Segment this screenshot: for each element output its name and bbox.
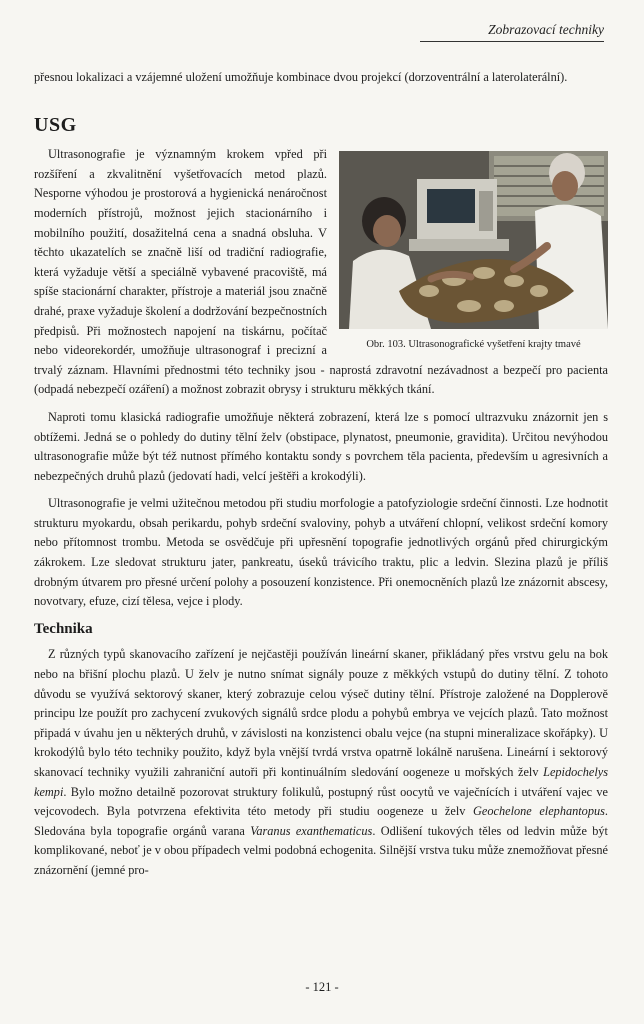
- intro-paragraph: přesnou lokalizaci a vzájemné uložení umožňuje kombinace dvou projekcí (dorzoventrální a laterolaterální).: [34, 70, 568, 84]
- usg-paragraph-2: Naproti tomu klasická radiografie umožňuje některá zobrazení, která lze s pomocí ultrazvuku znázornit jen s obtížemi. Jedná se o pohledy do dutiny tělní želv (obstipace, plynatost, pneumonie, gravidita). Určitou nevýhodou ultrasonografie může být též nutnost přímého kontaktu sondy s povrchem těla pacienta, především u agresivních a nebezpečných druhů plazů (jedovatí hadi, velcí ještěři a krokodýli).: [34, 409, 608, 483]
- ultrasound-photo: [339, 151, 608, 329]
- technika-text-c: . Sledována byla topografie orgánů varana: [34, 804, 608, 838]
- page-content: [34, 68, 608, 881]
- technika-text-d: . Odlišení tukových těles od ledvin může být komplikované, neboť je v obou případech velmi podobná echogenita. Silnější vrstva tuku může znemožňovat přesné znázornění (jemné pro-: [34, 823, 608, 877]
- usg-wrap-block: [34, 145, 608, 400]
- species-varanus: Varanus exanthematicus: [250, 823, 373, 838]
- section-heading-technika: Technika: [34, 620, 93, 637]
- technika-paragraph: [34, 645, 608, 880]
- species-geochelone: Geochelone elephantopus: [473, 804, 605, 819]
- figure-caption: Obr. 103. Ultrasonografické vyšetření krajty tmavé: [366, 339, 581, 351]
- usg-paragraph-3: Ultrasonografie je velmi užitečnou metodou při studiu morfologie a patofyziologie srdeční činnosti. Lze hodnotit strukturu myokardu, obsah perikardu, pohyb srdeční svaloviny, pohyb a utváření chlopní, velikost srdeční komory nebo přítomnost trombu. Metoda se osvědčuje při upřesnění topografie jednotlivých orgánů před chirurgickým zákrokem. Lze sledovat strukturu jater, pankreatu, úseků trávicího traktu, plic a ledvin. Slezina plazů je příliš drobným útvarem pro přesné určení polohy a posouzení konzistence. Při onemocněních plazů lze znázornit abscesy, novotvary, efuze, cizí tělesa, vejce i plody.: [34, 496, 608, 609]
- page-number: - 121 -: [305, 980, 339, 994]
- species-lepidochelys: Lepidochelys kempi: [34, 765, 608, 799]
- figure-103: [339, 151, 608, 351]
- usg-paragraph-1: Ultrasonografie je významným krokem vpřed při rozšíření a zkvalitnění vyšetřovacích metod plazů. Nesporne výhodou je prostorová a hygienická nenáročnost moderních přístrojů, možnost jejich stacionárního i mobilního použití, dosažitelná cena a snadná obsluha. V těchto ukazatelích se značně liší od tradiční radiografie, která vyžaduje větší a speciálně vybavené pracoviště, má spíše stacionární charakter, přístroje a materiál jsou značně drahé, praxe vyžaduje školení a dodržování bezpečnostních předpisů. Při možnostech napojení na tiskárnu, počítač nebo videorekordér, umožňuje ultrasonograf i precizní a trvalý záznam. Hlavními přednostmi této techniky jsou - naprostá zdravotní nezávadnost a bezpečí pro pacienta (odpadá nebezpečí ozáření) a možnost zobrazit obrysy i strukturu měkkých tkání.: [34, 147, 608, 397]
- technika-text-a: Z různých typů skanovacího zařízení je nejčastěji používán lineární skaner, přikládaný přes vrstvu gelu na bok nebo na břišní plochu plazů. U želv je nutno snímat signály pouze z měkkých vstupů do dutiny tělní. Z tohoto důvodu se využívá sektorový skaner, který zobrazuje celou výseč dutiny tělní. Přístroje založené na Dopplerově principu lze použít pro zachycení zvukových signálů srdce plodu a pohybů embrya ve vejcích plazů. Tato možnost připadá v úvahu jen u některých druhů, v závislosti na konzistenci obalu vejce (na stupni mineralizace skořápky). U krokodýlů bylo této techniky použito, když byla vnější tvrdá vrstva opatrně lokálně narušena. Lineární i sektorový skanovací techniky využili zahraniční autoři při kontinuálním sledování oogeneze u mořských želv: [34, 647, 608, 779]
- photo-illustration: [339, 151, 608, 329]
- technika-text-b: . Bylo možno detailně pozorovat struktury folikulů, postupný růst oocytů ve vaječnících i utváření vajec ve vejcovodech. Byla potvrzena efektivita této metody při studiu oogeneze u želv: [34, 784, 608, 819]
- running-head: Zobrazovací techniky: [420, 22, 604, 42]
- section-heading-usg: USG: [34, 113, 77, 136]
